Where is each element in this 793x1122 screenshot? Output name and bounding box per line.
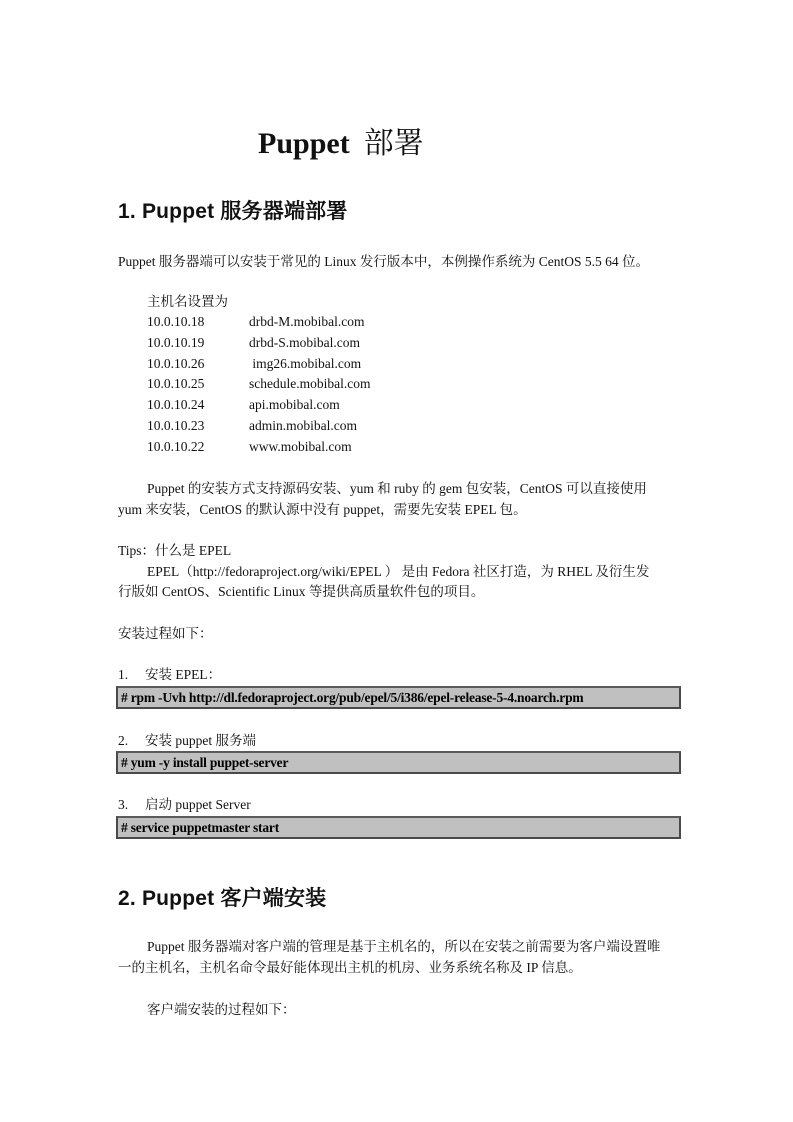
step-number: 2.	[118, 733, 129, 748]
section2-process-label: 客户端安装的过程如下：	[147, 1002, 296, 1017]
host-row	[147, 354, 361, 374]
code-block-start-puppetmaster: # service puppetmaster start	[116, 816, 681, 839]
host-ip: 10.0.10.19	[147, 335, 205, 350]
code-block-install-puppet-server: # yum -y install puppet-server	[116, 751, 681, 774]
install-para-line1: Puppet 的安装方式支持源码安装、yum 和 ruby 的 gem 包安装，CentOS 可以直接使用	[147, 481, 647, 496]
install-para-line2: yum 来安装，CentOS 的默认源中没有 puppet，需要先安装 EPEL 包。	[118, 502, 527, 517]
step-number: 1.	[118, 667, 129, 682]
section1-heading: 1. Puppet 服务器端部署	[118, 200, 348, 223]
host-ip: 10.0.10.22	[147, 439, 205, 454]
host-name: www.mobibal.com	[249, 439, 352, 454]
host-name: img26.mobibal.com	[249, 356, 362, 371]
document-title-cjk: 部署	[363, 127, 424, 160]
host-name: api.mobibal.com	[249, 397, 340, 412]
step-text: 安装 puppet 服务端	[145, 733, 256, 748]
process-label: 安装过程如下：	[118, 626, 213, 641]
host-name: schedule.mobibal.com	[249, 376, 371, 391]
step-1-label	[118, 665, 221, 685]
tips-line2: 行版如 CentOS、Scientific Linux 等提供高质量软件包的项目。	[118, 584, 485, 599]
step-3-label	[118, 795, 251, 815]
step-text: 安装 EPEL：	[145, 667, 222, 682]
document-title	[258, 124, 424, 164]
host-ip: 10.0.10.18	[147, 314, 205, 329]
step-text: 启动 puppet Server	[145, 797, 251, 812]
host-ip: 10.0.10.23	[147, 418, 205, 433]
tips-label: Tips：什么是 EPEL	[118, 543, 232, 558]
host-name: drbd-S.mobibal.com	[249, 335, 360, 350]
host-row	[147, 437, 352, 457]
host-name: admin.mobibal.com	[249, 418, 357, 433]
host-row	[147, 416, 357, 436]
section2-para-line1: Puppet 服务器端对客户端的管理是基于主机名的，所以在安装之前需要为客户端设置唯	[147, 939, 661, 954]
step-number: 3.	[118, 797, 129, 812]
hostname-label: 主机名设置为	[147, 294, 228, 309]
host-ip: 10.0.10.26	[147, 356, 205, 371]
host-ip: 10.0.10.24	[147, 397, 205, 412]
host-row	[147, 312, 364, 332]
host-ip: 10.0.10.25	[147, 376, 205, 391]
code-block-install-epel: # rpm -Uvh http://dl.fedoraproject.org/pub/epel/5/i386/epel-release-5-4.noarch.rpm	[116, 686, 681, 709]
tips-line1: EPEL（http://fedoraproject.org/wiki/EPEL ） 是由 Fedora 社区打造，为 RHEL 及衍生发	[147, 564, 650, 579]
section2-heading: 2. Puppet 客户端安装	[118, 887, 327, 910]
host-row	[147, 333, 360, 353]
step-2-label	[118, 731, 256, 751]
host-row	[147, 395, 340, 415]
section1-intro: Puppet 服务器端可以安装于常见的 Linux 发行版本中，本例操作系统为 CentOS 5.5 64 位。	[118, 254, 650, 269]
host-name: drbd-M.mobibal.com	[249, 314, 365, 329]
document-title-latin: Puppet	[258, 127, 350, 160]
section2-para-line2: 一的主机名，主机名命令最好能体现出主机的机房、业务系统名称及 IP 信息。	[118, 960, 582, 975]
host-row	[147, 374, 370, 394]
